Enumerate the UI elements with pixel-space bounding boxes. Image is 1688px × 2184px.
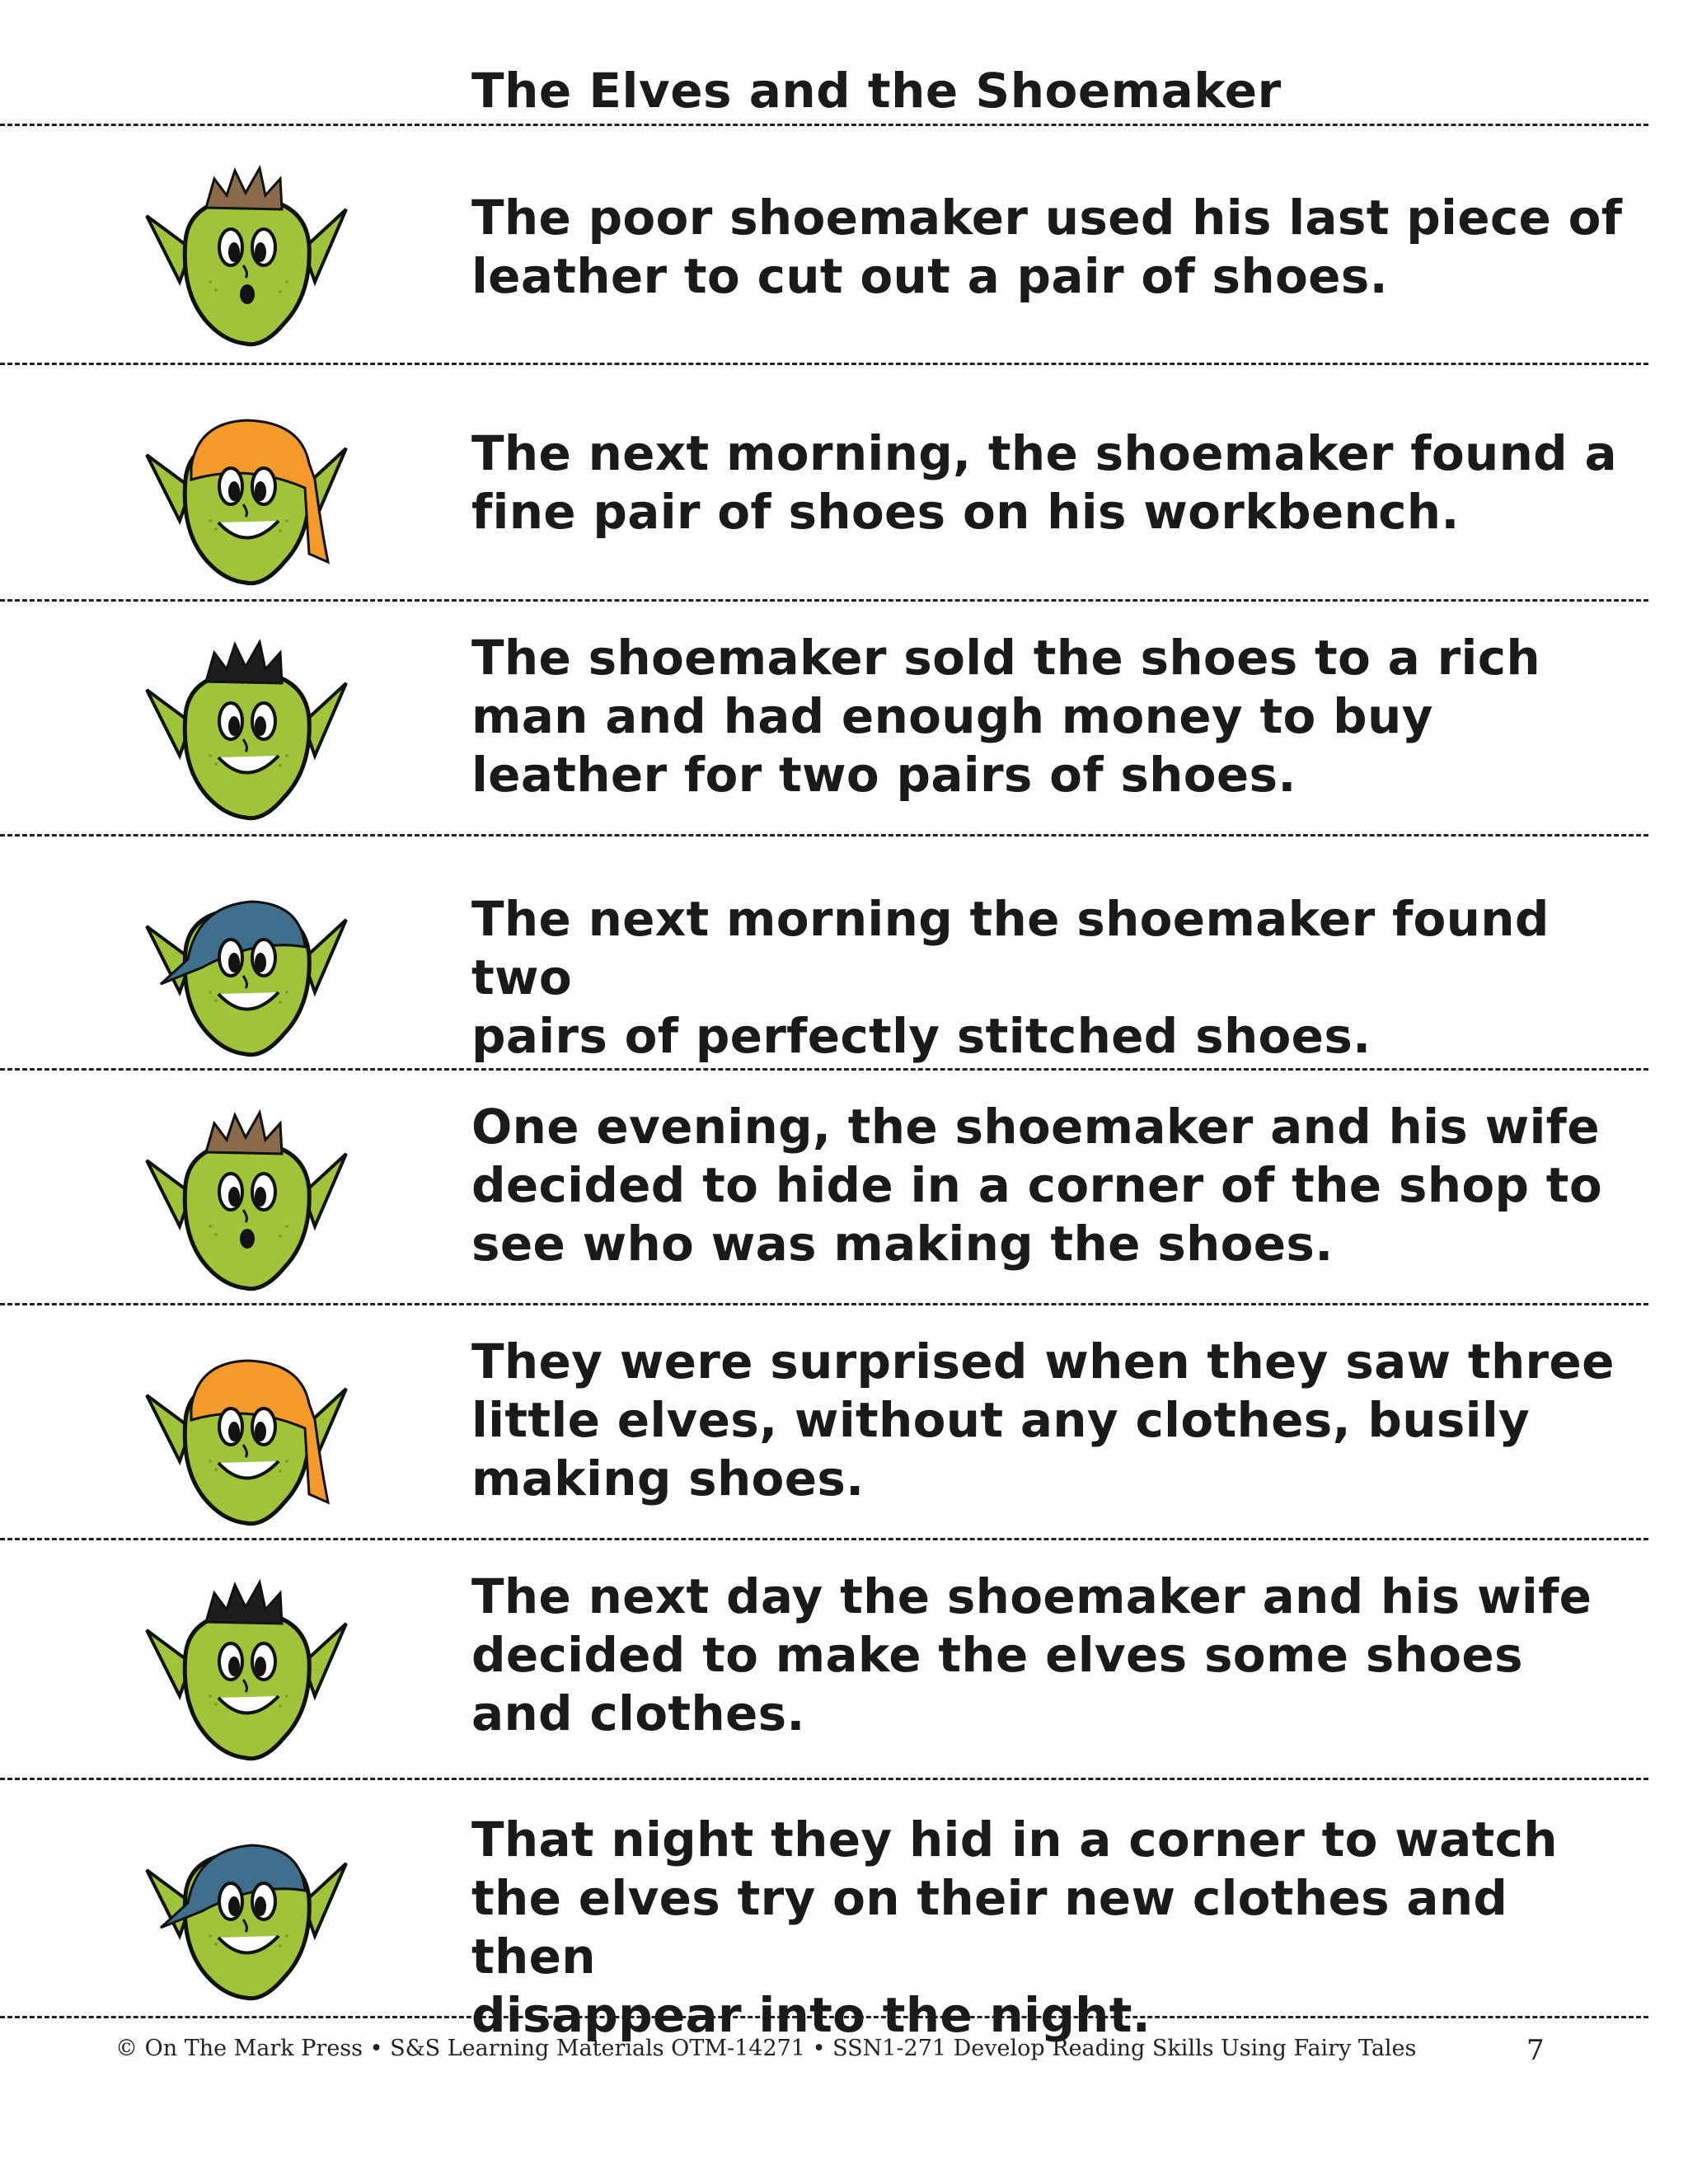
cut-line — [0, 1778, 1648, 1780]
story-sentence: The poor shoemaker used his last piece of leather to cut out a pair of shoes. — [471, 190, 1623, 304]
cut-line — [0, 599, 1648, 602]
story-sentence: The next morning, the shoemaker found a fine pair of shoes on his workbench. — [471, 425, 1617, 540]
elf-blue-cap-icon — [140, 860, 354, 1066]
page-title: The Elves and the Shoemaker — [471, 63, 1282, 119]
cut-line — [0, 1538, 1648, 1540]
elf-orange-cap-icon — [140, 389, 354, 595]
story-sentence: The next morning the shoemaker found two pairs of perfectly stitched shoes. — [471, 891, 1550, 1064]
elf-black-hair-icon — [140, 624, 354, 830]
elf-brown-hair-icon — [140, 150, 354, 356]
cut-line — [0, 124, 1648, 126]
elf-black-hair-icon — [140, 1564, 354, 1770]
elf-brown-hair-icon — [140, 1094, 354, 1301]
elf-orange-cap-icon — [140, 1329, 354, 1535]
elf-blue-cap-icon — [140, 1804, 354, 2010]
cut-line — [0, 1303, 1648, 1305]
story-sentence: That night they hid in a corner to watch the elves try on their new clothes and then disappear into the night. — [471, 1811, 1558, 2043]
story-sentence: They were surprised when they saw three little elves, without any clothes, busily making shoes. — [471, 1333, 1615, 1507]
footer-credit: © On The Mark Press • S&S Learning Materials OTM-14271 • SSN1-271 Develop Reading Skills Using Fairy Tales — [115, 2036, 1417, 2061]
cut-line — [0, 363, 1648, 365]
story-sentence: The next day the shoemaker and his wife decided to make the elves some shoes and clothes. — [471, 1568, 1592, 1741]
cut-line — [0, 834, 1648, 837]
cut-line — [0, 1068, 1648, 1071]
story-sentence: One evening, the shoemaker and his wife decided to hide in a corner of the shop to see who was making the shoes. — [471, 1099, 1602, 1272]
page-number: 7 — [1526, 2034, 1545, 2067]
story-sentence: The shoemaker sold the shoes to a rich man and had enough money to buy leather for two pairs of shoes. — [471, 630, 1540, 803]
